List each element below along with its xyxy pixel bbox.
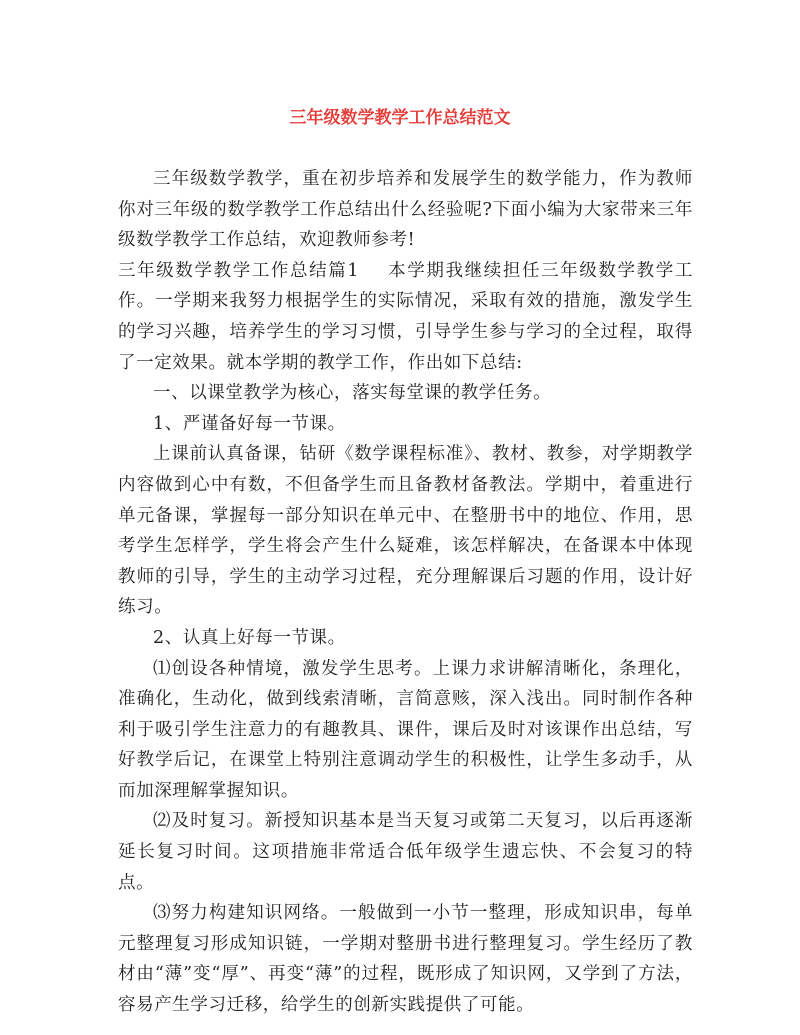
intro-paragraph: 三年级数学教学，重在初步培养和发展学生的数学能力，作为教师你对三年级的数学教学工作总结出什么经验呢?下面小编为大家带来三年级数学教学工作总结，欢迎教师参考! — [118, 169, 693, 251]
list-item-one: ⑴创设各种情境，激发学生思考。上课力求讲解清晰化，条理化，准确化，生动化，做到线索清晰，言简意赅，深入浅出。同时制作各种利于吸引学生注意力的有趣教具、课件，课后及时对该课作出总结，写好教学后记，在课堂上特别注意调动学生的积极性，让学生多动手，从而加深理解掌握知识。 — [118, 658, 693, 801]
paragraph-one: 上课前认真备课，钻研《数学课程标准》、教材、教参，对学期教学内容做到心中有数，不但备学生而且备教材备教法。学期中，着重进行单元备课，掌握每一部分知识在单元中、在整册书中的地位、作用，思考学生怎样学，学生将会产生什么疑难，该怎样解决，在备课本中体现教师的引导，学生的主动学习过程，充分理解课后习题的作用，设计好练习。 — [118, 444, 693, 618]
document-title: 三年级数学教学工作总结范文 — [289, 108, 511, 128]
section-title: 三年级数学教学工作总结篇1 — [118, 260, 360, 281]
heading-one: 一、以课堂教学为核心，落实每堂课的教学任务。 — [153, 383, 552, 404]
list-item-three: ⑶努力构建知识网络。一般做到一小节一整理，形成知识串，每单元整理复习形成知识链，一学期对整册书进行整理复习。学生经历了教材由“薄”变“厚”、再变“薄”的过程，既形成了知识网，又学到了方法，容易产生学习迁移，给学生的创新实践提供了可能。 — [118, 903, 693, 1016]
document-body — [118, 164, 693, 1021]
section-lead: 本学期我继续担任三年级数学教学工作。一学期来我努力根据学生的实际情况，采取有效的措施，激发学生的学习兴趣，培养学生的学习习惯，引导学生参与学习的全过程，取得了一定效果。就本学期的教学工作，作出如下总结: — [118, 260, 693, 373]
section-paragraph — [118, 256, 693, 378]
subheading-two: 2、认真上好每一节课。 — [153, 627, 346, 648]
subheading-one: 1、严谨备好每一节课。 — [153, 413, 346, 434]
list-item-two: ⑵及时复习。新授知识基本是当天复习或第二天复习，以后再逐渐延长复习时间。这项措施非常适合低年级学生遗忘快、不会复习的特点。 — [118, 811, 693, 893]
